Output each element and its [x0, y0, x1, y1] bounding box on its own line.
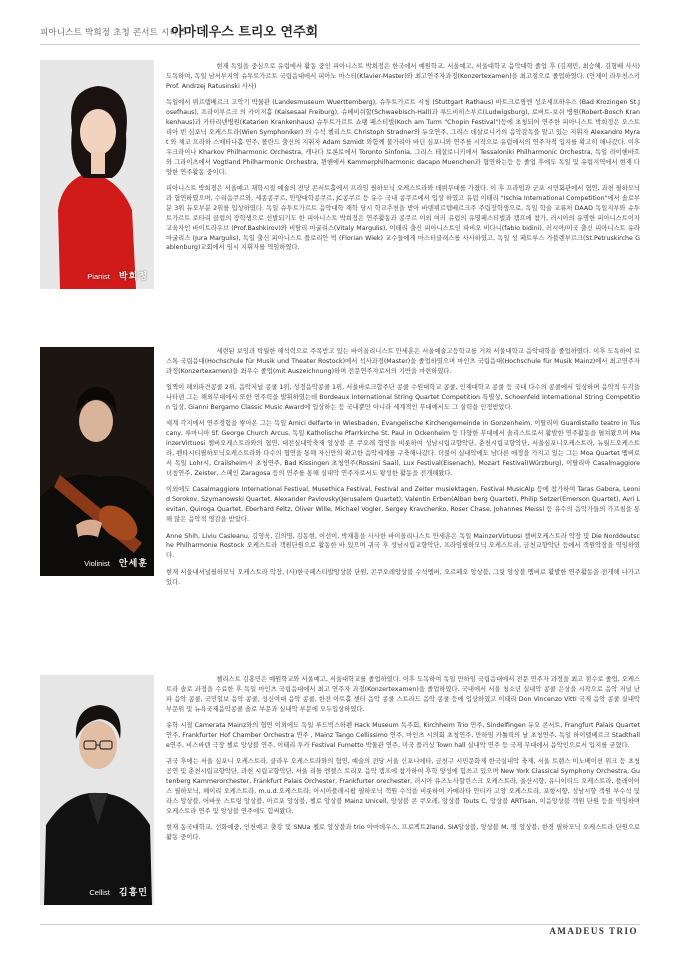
cellist-caption: [89, 880, 148, 899]
cellist-name: 김홍민: [118, 888, 148, 898]
bio-paragraph: 현재 독일을 중심으로 유럽에서 활동 중인 피아니스트 박희정은 한국에서 예원학교, 서울예고, 서울대학교 음악대학 졸업 후 (김재민, 최승혜, 김형배 사사) 도독하여, 독일 남서부지역 슈투트가르트 국립음대에서 피아노 마스터(Klavier-Master)와 최고연주자과정(Konzertexamen)을 최고점으로 졸업하였다. (안제이 라투친스키 Prof. Andrzej Ratusinski 사사): [166, 63, 640, 90]
bio-paragraph: 독일에서 뷔르템베르크 고악기 박물관 (Landesmuseum Wuerttemberg), 슈투트가르트 시청 (Stuttgart Rathaus) 바트크로찡엔 성조세프하우스 (Bad Krozingen St.Josefhaus), 프라이부르크 의 카이저홀 (Kaisesaal Freiburg), 슈베비쉬할(Schwaebisch-Hall)과 루드비히스부르(Ludwigsburg), 로버트-보쉬 병원(Robert-Bosch Krankenhaus)과 카타리넨병원(Katarien Krankenhaus) 슈투트가르트 쇼팽 페스티벌(Koch am Turm "Chopin Festival")등에 초청되어 연주한 피아니스트 박희정은 오스트리아 빈 심포닉 오케스트라(Wien Symphoniker) 의 수석 첼리스트 Christoph Stradner와 듀오연주, 그리스 데살로니키의 음악감독을 맡고 있는 지휘자 Alexandro Myrat 와 체코 프라하 스메타나홀 연주, 폴란드 출신의 지휘자 Adam Szmidt 와함께 불가리아 바딘 심포니와 연주를 시작으로 유럽에서의 연주자적 입지를 확고히 해나갔다. 이후 우크라이나 Kharkov Philharmonic Orchestra, 캐나다 토론토에서 Toronto Sinfonia, 그리스 테살로니키에서 Tessaloniki Philharmonic Orchestra, 독일 라이헨바흐와 그라이츠에서 Vogtland Philharmonic Orchestra, 뮌헨에서 Kammerphilharmonic dacapo Muenchen과 협연하는등 등 졸업 후에도 독일 및 유럽지역에서 현재 다양한 연주활동 중이다.: [166, 99, 640, 176]
violinist-photo: [40, 347, 154, 576]
cellist-bio: [166, 675, 640, 915]
bio-paragraph: 피아니스트 박희정은 서울예고 재학시절 예술의 전당 콘서트홀에서 프라임 필하모닉 오케스트라와 데뷔무대를 가졌다. 이 후 프라임과 군포 시민회관에서 협연, 과천 필하모닉과 협연하였으며, 수리음쿠르와, 세종콩쿠르, 안양대학콩쿠르, JC콩쿠르 등 유수 국내 콩쿠르에서 입상 하였고 유럽 이태리 "Ischia International Competition"에서 솔로부분 3위 듀오부분 2위를 입상하였다. 독일 슈투트가르트 음악대학 재학 당시 학교추천을 받아 바덴뷔르템베르크주 주립장학생으로, 독일 학술 교류처 DAAD 독일지부와 슈투트가르트 로타리 클럽의 장학생으로 선발되기도 한 피아니스트 박희정은 연주활동과 콩쿠르 이외 여러 유럽의 유명페스티벌과 캠프에 참가, 러시아의 유명한 피아니스트이자 교육자인 바이트라우브 (Prof.Bashkirov)와 비탈리 마굴리스(Vitaly Margulis), 이태리 출신 피아니스트인 파비오 비다니(fabio bidini), 러시아/미국 출신 피아니스트 유라 마굴리스 (Jura Margulis), 독일 출신 피아니스트 플로리안 빅 (Florian Wiek) 교수들에게 마스터클래스를 사사하였고, 독일 성 페트루스 가블렌부르크(St.Petruskirche Gablenburg)교회에서 임시 지휘자를 역임하였다.: [166, 184, 640, 252]
bio-paragraph: 첼리스트 김홍민은 예원학교와 서울예고, 서울대학교를 졸업하였다. 이후 도독하여 독일 만하임 국립음대에서 전문 연주자 과정을 최고 점수로 졸업, 오케스트라 솔로 과정을 수료한 후 독일 마인츠 국립음대에서 최고 연주자 과정(Konzertexamen)을 졸업하였다. 국내에서 서울 청소년 실내악 콩쿨 은상을 시작으로 음악 저널 난파 음악 콩쿨, 국민일보 음악 콩쿨, 성신여대 음악 콩쿨, 한전 아트홀 센터 음악 콩쿨 스트라드 음악 콩쿨 등에 입상하였고 이태리 Don Vincenzo Vitti 국제 음악 콩쿨 실내악 부문위 및 뉴욕국제음악콩쿨 솔로 부문과 실내악 부문에 모두입상하였다.: [166, 676, 640, 713]
pianist-bio: [166, 62, 640, 342]
page-header: [40, 18, 640, 45]
bio-paragraph: 현재 동국대학교, 선화예중, 인천예고 출강 및 SNUa 첼로 앙상블과 trio 아마데우스, 프로젝트2land, SIA앙상블, 앙상블 M, 명 앙상블, 한경 필하모닉 오케스트라 단원으로 활동 중이다.: [166, 824, 640, 842]
bio-paragraph: 이외에도 Casalmaggiore International Festival, Musethica Festival, Festival and Zeiter musiektagen, Festival MusicAlp 등에 참가하여 Taras Gabora, Leonid Sorokov, Szymanowski Quartet, Alexander Pavlovsky(Jerusalem Quartet), Valentin Erben(Alban berg Quartet), Philip Setzer(Emerson Quartet), Avri Levitan, Quiroga Quartet, Eberhard Feltz, Oliver Wille, Michael Vogler, Sergey Kravchenko, Roser Chase, Johannes Meissl 등 유수의 음악가들의 가르침을 통해 많은 음악적 영감을 받았다.: [166, 486, 640, 524]
violinist-name: 안세훈: [118, 559, 148, 569]
bio-paragraph: 세련된 보잉과 탁월한 해석력으로 주목받고 있는 바이올리니스트 안세훈은 서울예술고등학교를 거쳐 서울대학교 음악대학을 졸업하였다. 이후 도독하여 로스톡 국립음대(Hochschule für Musik und Theater Rostock)에서 석사과정(Master)을 졸업하였으며 마인츠 국립음대(Hochschule für Musik Mainz)에서 최고연주자과정(Konzertexamen)을 최우수 졸업(mit Auszeichnung)하며 전문연주자로서의 기반을 마련하였다.: [166, 348, 640, 375]
pianist-name: 박희정: [118, 272, 148, 282]
bio-paragraph: 현재 서울내셔널필하모닉 오케스트라 악장, (사)한국페스티발앙상블 단원, 콘쿠오레앙상블 수석멤버, 오르페오 앙상블, 그릿 앙상블 멤버로 활발한 연주활동을 전개해 나가고 있다.: [166, 568, 640, 586]
concert-series-label: 피아니스트 박희정 초청 콘서트 시리즈: [40, 28, 187, 38]
bio-paragraph: 유학 시절 Camerata Mainz와의 협연 이외에도 독일 루드빅스하펜 Hack Museum 독주회, Kirchheim Trio 연주, Sindelfingen 듀오 콘서트, Frangfurt Palais Quartet 연주, Frankfurter Hof Chamber Orchestra 연주 , Mainz Tango Cellissimo 연주, 마인츠 시의회 초청연주, 만하임 카톨릭의 날 초청연주, 독일 하이델베르크 Stadthalle연주, 비스바덴 극장 첼로 앙상블 연주, 이태리 투카 Festival Fumetto 박물관 연주, 미국 플러싱 Town hall 실내악 연주 등 국제 무대에서 음악인으로서 입지를 굳혔다.: [166, 722, 640, 749]
bio-paragraph: 귀국 후에는 서울 심포니 오케스트라, 클라우 오케스트라와의 협연, 예술의 전당 서울 신포니에타, 금천구 시민문화제 한국실내악 축제, 서울 트랜스 이노베이션 위크 등 초청 공연 및 춘천시립교향악단, 과천 시립교향악단, 서울 리틀 엔젤스 트리오 음악 캠프에 참가하여 후학 양성에 힘쓰고 있으며 New York Classical Symphony Orchestra, Gutenberg Kammerorchester, Frankfurt Palais Orchester, Frankfurter orechester, 러시아 유즈노사할린스크 오케스트라, 울산시향, 유니이티드 오케스트라, 플레이어스 필하모닉, 헤이리 오케스트라, m.u.d.오케스트라, 아시아플래시팝 필하모닉 객원 수석을 비롯하여 카메라타 안티카 고양 오케스트라, 포항시향, 성남시향 객원 부수석 및 라스 앙상블, 어바웃 스트링 앙상블, 아르포 앙상블, 첼로 앙상블 Mainz Unicell, 앙상블 콘 쿠오레, 앙상블 Touts C, 앙상블 ARTisan, 이음앙상블 객원 단원 등을 역임하며 오케스트라 연주 및 앙상블 연주에도 힘써왔다.: [166, 758, 640, 815]
bio-paragraph: Anne Shih, Liviu Casleanu, 김영욱, 김의명, 김동현, 이선이, 박재홍을 사사한 바이올리니스트 안세훈은 독일 MainzerVirtuosi 챔버오케스트라 악장 및 Die Norddeutsche Philharmonie Rostock 오케스트라 객원단원으로 활동한 바 있으며 귀국 후 성남시립교향악단, 프라임필하모닉 오케스트라, 금천교향악단 등에서 객원악장을 역임하였다.: [166, 532, 640, 560]
bio-paragraph: 세계 각지에서 연주경험을 쌓아온 그는 독일 Amici delfarte in Wiesbaden, Evangelische Kirchengemeinde in Gonzenheim, 이탈리아 Guardistallo teatro in Tuscany, 루마니아 Sf. George Church Arcus, 독일 Katholische Pfarrkirche St. Paul in Ockenheim 등 다양한 무대에서 솔리스트로서 활발한 연주활동을 펼쳐왔으며 MainzerVirtuosi 챔버오케스트라와의 협연, 대전실내악축제 앙상블 존 쿠오레 협연을 비롯하여 성남시립교향악단, 춘천시립교향악단, 서울심포니오케스트라, 뉴월드오케스트라, 펜타시티필하모닉오케스트라와 다수의 협연을 통해 자신만의 확고한 음악세계를 구축해나갔다. 더불어 실내악에도 남다른 애정을 가지고 있는 그는 Moa Quartet 멤버로서 독일 Lohr시, Crailsheim시 초청연주, Bad Kissingen 초청연주(Rossini Saal), Lux Festival(Eisenach), Mozart Festival(Würzburg), 이탈리아 Casalmaggiore 녀칭연주, Zeister, 스페인 Zaragosa 등의 연주를 통해 실내악 연주자로서도 왕성한 활동을 전개해왔다.: [166, 420, 640, 477]
footer-brand: AMADEUS TRIO: [549, 926, 638, 936]
page-title: 아마데우스 트리오 연주회: [171, 25, 319, 40]
violinist-bio: [166, 347, 640, 641]
pianist-portrait-image: [40, 60, 154, 289]
pianist-photo: [40, 60, 154, 289]
bio-paragraph: 일찍이 해외파견콩쿨 2위, 음악저널 콩쿨 1위, 성정음악콩쿨 1위, 서울바로크합주단 콩쿨 수원대학교 콩쿨, 인제대학교 콩쿨 등 국내 다수의 콩쿨에서 입상하며 음악적 두각을 나타낸 그는 해외무대에서 또한 연주력을 발휘하였는데 Bordeaux International String Quartet Competition 특별상, Schoenfeld International String Competition 입상, Gianni Bergamo Classic Music Award에 입상하는 등 국내뿐만 아니라 세계적인 무대에서도 그 실력을 인정받았다.: [166, 384, 640, 412]
violinist-portrait-image: [40, 347, 154, 576]
footer-divider: [40, 924, 640, 925]
pianist-caption: [87, 264, 148, 283]
violinist-role: Violinist: [84, 559, 110, 568]
cellist-photo: [40, 675, 154, 905]
cellist-role: Cellist: [89, 888, 110, 897]
violinist-caption: [84, 551, 148, 570]
cellist-portrait-image: [40, 675, 154, 905]
pianist-role: Pianist: [87, 272, 110, 281]
